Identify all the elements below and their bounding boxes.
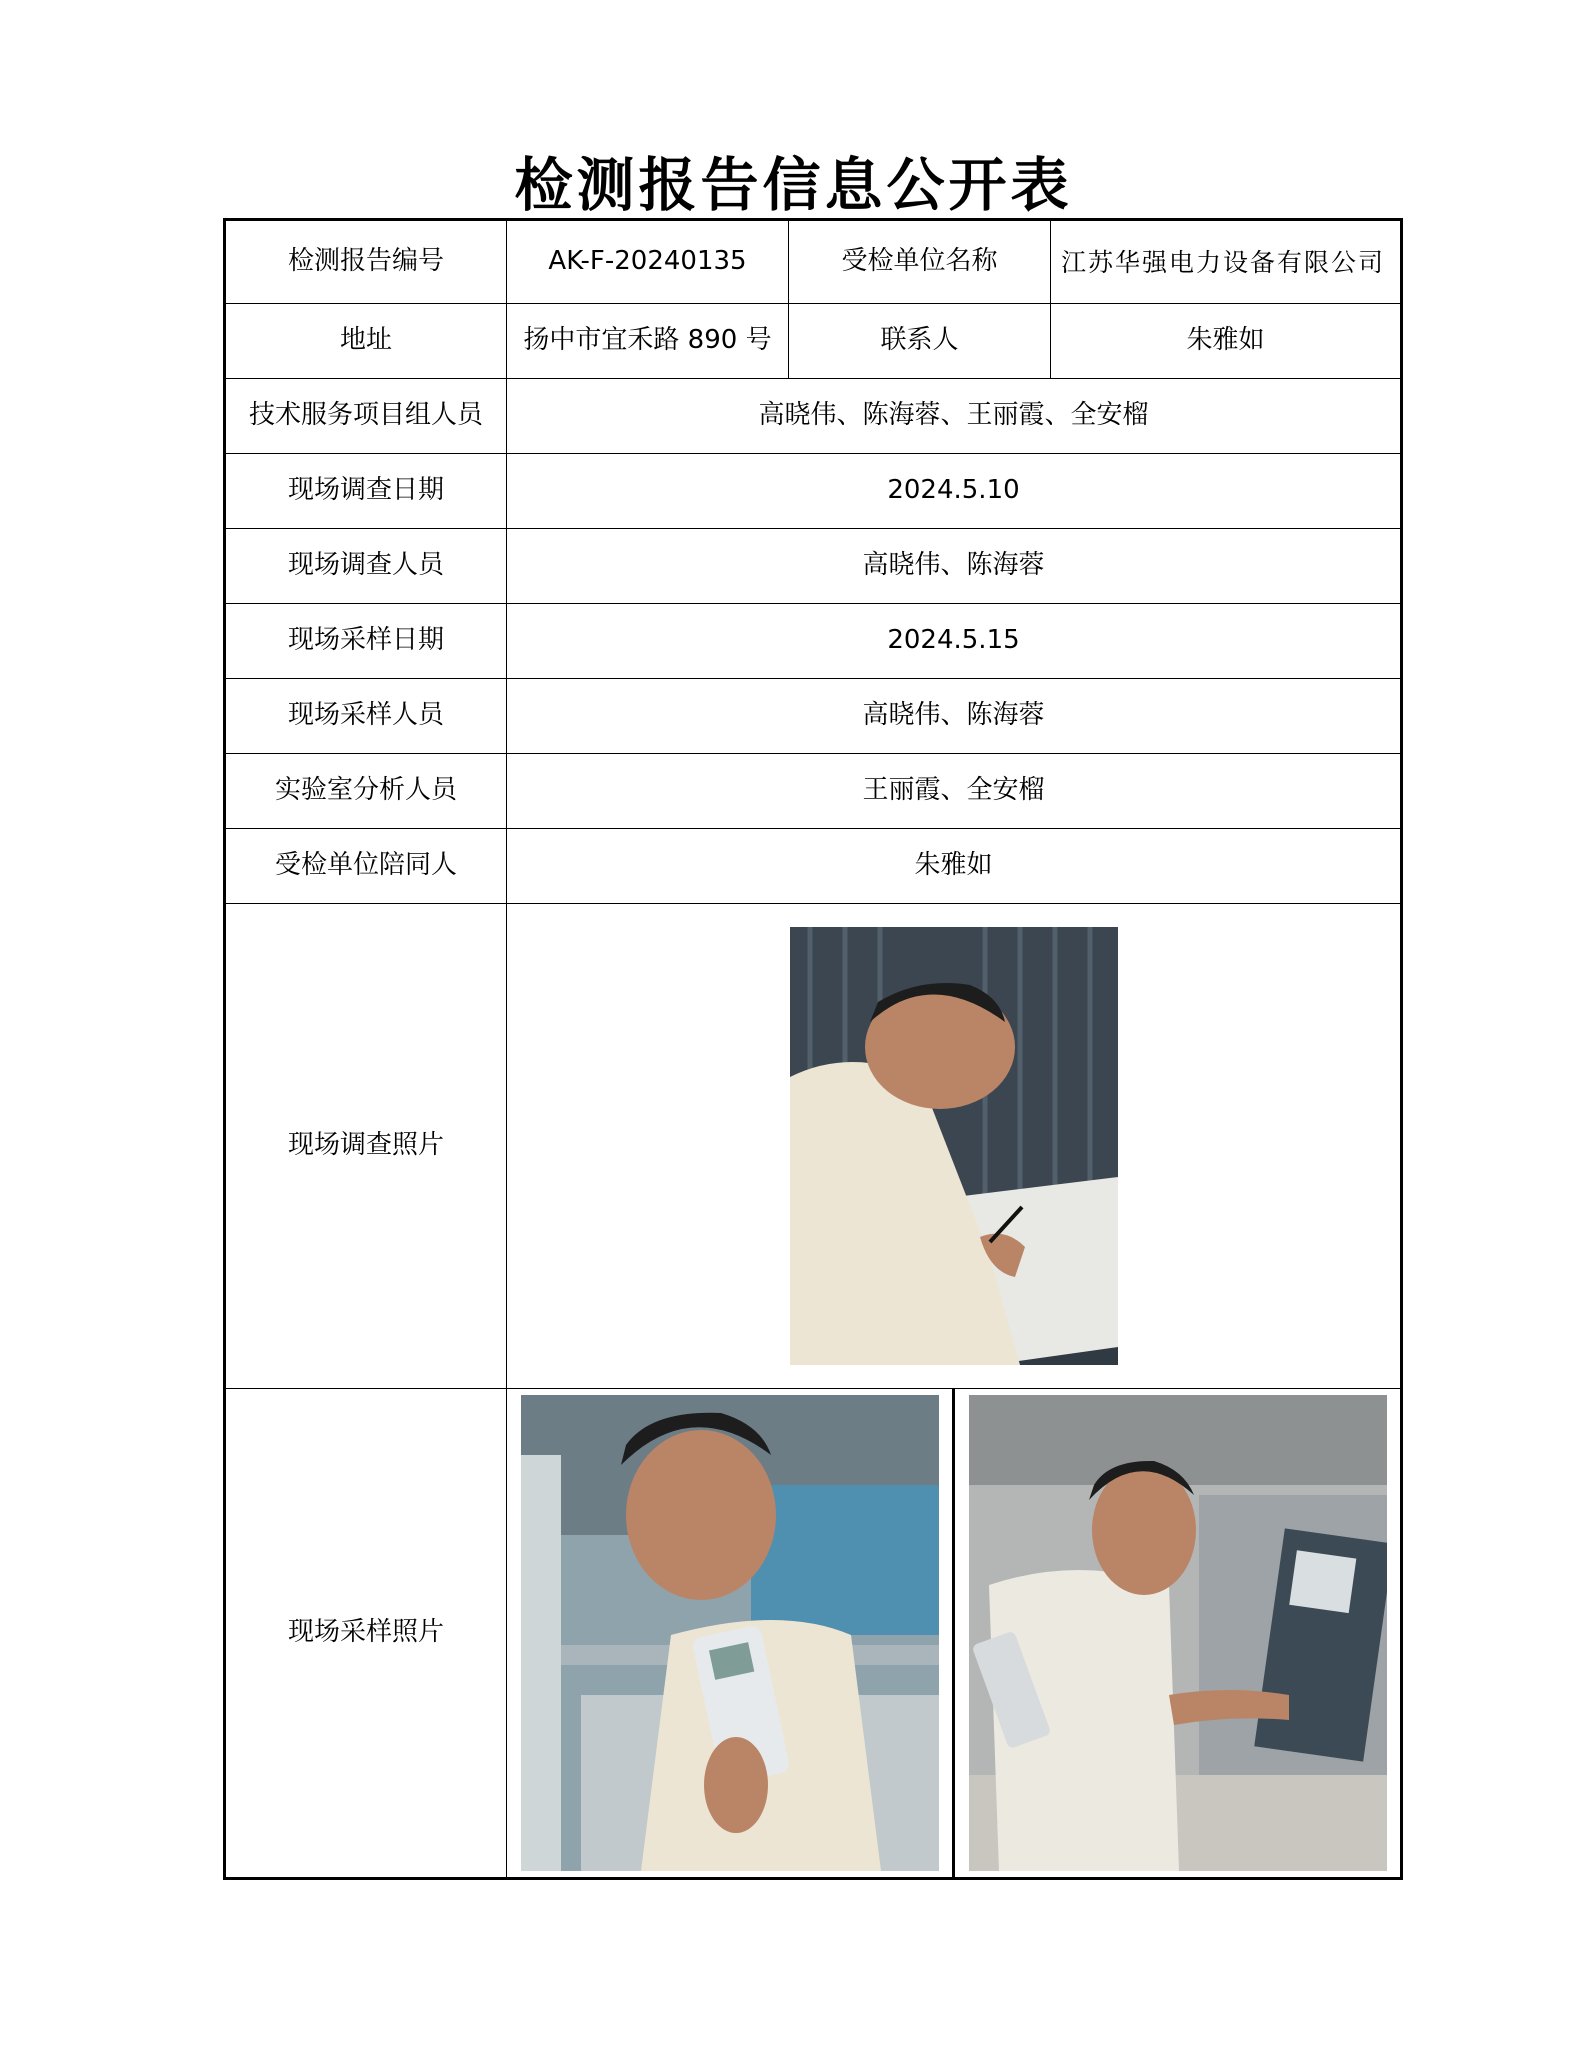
sampling-staff-label: 现场采样人员	[225, 679, 507, 754]
table-row	[225, 454, 1402, 529]
escort-value: 朱雅如	[507, 829, 1402, 904]
survey-date-value: 2024.5.10	[507, 454, 1402, 529]
contact-label: 联系人	[789, 304, 1051, 379]
sampling-photo-cell	[507, 1389, 1402, 1879]
table-row	[225, 304, 1402, 379]
table-row	[225, 754, 1402, 829]
table-row	[225, 679, 1402, 754]
survey-staff-label: 现场调查人员	[225, 529, 507, 604]
sampling-staff-value: 高晓伟、陈海蓉	[507, 679, 1402, 754]
team-value: 高晓伟、陈海蓉、王丽霞、全安榴	[507, 379, 1402, 454]
lab-staff-value: 王丽霞、全安榴	[507, 754, 1402, 829]
address-label: 地址	[225, 304, 507, 379]
sampling-photo-label: 现场采样照片	[225, 1389, 507, 1879]
report-no-label: 检测报告编号	[225, 220, 507, 304]
unit-value: 江苏华强电力设备有限公司	[1051, 220, 1402, 304]
table-row	[225, 220, 1402, 304]
sampling-photo-left	[521, 1395, 939, 1871]
contact-value: 朱雅如	[1051, 304, 1402, 379]
table-row	[225, 1389, 1402, 1879]
table-row	[225, 604, 1402, 679]
sampling-date-label: 现场采样日期	[225, 604, 507, 679]
survey-photo	[790, 927, 1118, 1365]
survey-date-label: 现场调查日期	[225, 454, 507, 529]
unit-label: 受检单位名称	[789, 220, 1051, 304]
survey-photo-cell	[507, 904, 1402, 1389]
team-label: 技术服务项目组人员	[225, 379, 507, 454]
address-value: 扬中市宜禾路 890 号	[507, 304, 789, 379]
report-no-value: AK-F-20240135	[507, 220, 789, 304]
page-title: 检测报告信息公开表	[514, 151, 1073, 219]
table-row	[225, 529, 1402, 604]
lab-staff-label: 实验室分析人员	[225, 754, 507, 829]
survey-photo-label: 现场调查照片	[225, 904, 507, 1389]
table-row	[225, 379, 1402, 454]
sampling-photo-right	[969, 1395, 1387, 1871]
report-table	[223, 218, 1403, 1880]
table-row	[225, 829, 1402, 904]
escort-label: 受检单位陪同人	[225, 829, 507, 904]
survey-staff-value: 高晓伟、陈海蓉	[507, 529, 1402, 604]
table-row	[225, 904, 1402, 1389]
sampling-date-value: 2024.5.15	[507, 604, 1402, 679]
